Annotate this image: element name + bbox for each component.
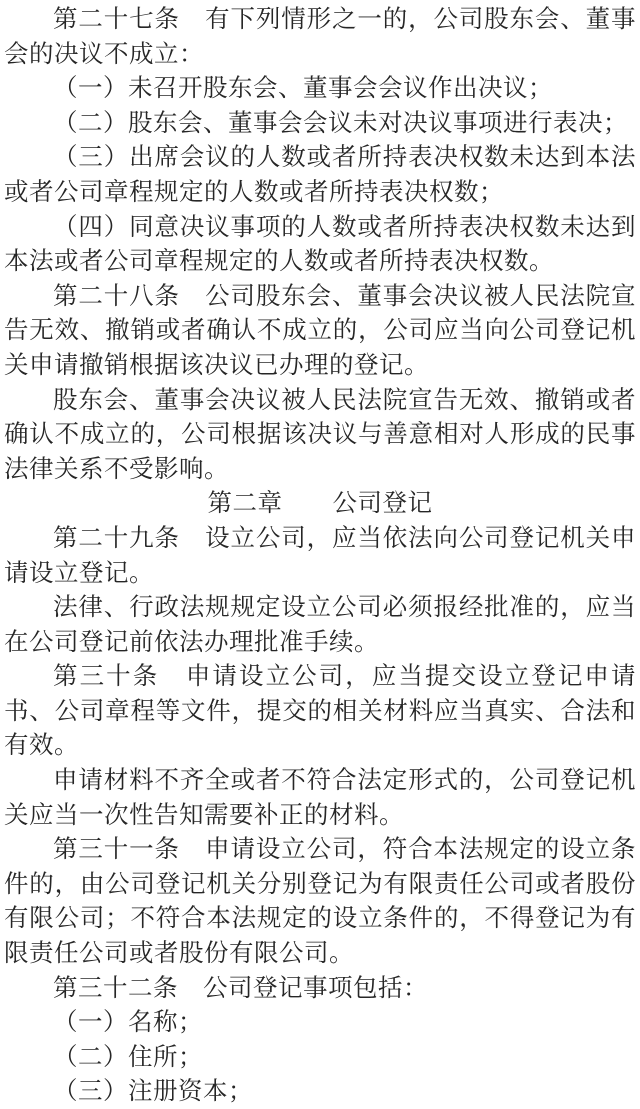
paragraph-article-30-clause-2: 申请材料不齐全或者不符合法定形式的，公司登记机关应当一次性告知需要补正的材料。 (4, 765, 636, 829)
paragraph-item-address: （二）住所； (53, 1041, 203, 1071)
paragraph-item-1: （一）未召开股东会、董事会会议作出决议； (53, 73, 553, 103)
paragraph-item-3: （三）出席会议的人数或者所持表决权数未达到本法或者公司章程规定的人数或者所持表决权数； (4, 142, 636, 206)
paragraph-item-2: （二）股东会、董事会会议未对决议事项进行表决； (53, 107, 628, 137)
paragraph-article-31: 第三十一条 申请设立公司，符合本法规定的设立条件的，由公司登记机关分别登记为有限责任公司或者股份有限公司；不符合本法规定的设立条件的，不得登记为有限责任公司或者股份有限公司。 (4, 834, 636, 968)
paragraph-article-27: 第二十七条 有下列情形之一的，公司股东会、董事会的决议不成立： (4, 4, 636, 68)
paragraph-article-30: 第三十条 申请设立公司，应当提交设立登记申请书、公司章程等文件，提交的相关材料应当真实、合法和有效。 (4, 661, 636, 760)
paragraph-item-name: （一）名称； (53, 1007, 203, 1037)
paragraph-article-29-clause-2: 法律、行政法规规定设立公司必须报经批准的，应当在公司登记前依法办理批准手续。 (4, 592, 636, 656)
paragraph-item-4: （四）同意决议事项的人数或者所持表决权数未达到本法或者公司章程规定的人数或者所持表决权数。 (4, 211, 636, 276)
paragraph-article-32: 第三十二条 公司登记事项包括： (53, 972, 428, 1002)
paragraph-article-28: 第二十八条 公司股东会、董事会决议被人民法院宣告无效、撤销或者确认不成立的，公司应当向公司登记机关申请撤销根据该决议已办理的登记。 (4, 280, 636, 379)
chapter-heading: 第二章 公司登记 (207, 488, 433, 518)
paragraph-article-29: 第二十九条 设立公司，应当依法向公司登记机关申请设立登记。 (4, 522, 636, 587)
paragraph-article-28-clause-2: 股东会、董事会决议被人民法院宣告无效、撤销或者确认不成立的，公司根据该决议与善意相对人形成的民事法律关系不受影响。 (4, 384, 636, 483)
paragraph-item-capital: （三）注册资本； (53, 1076, 253, 1106)
